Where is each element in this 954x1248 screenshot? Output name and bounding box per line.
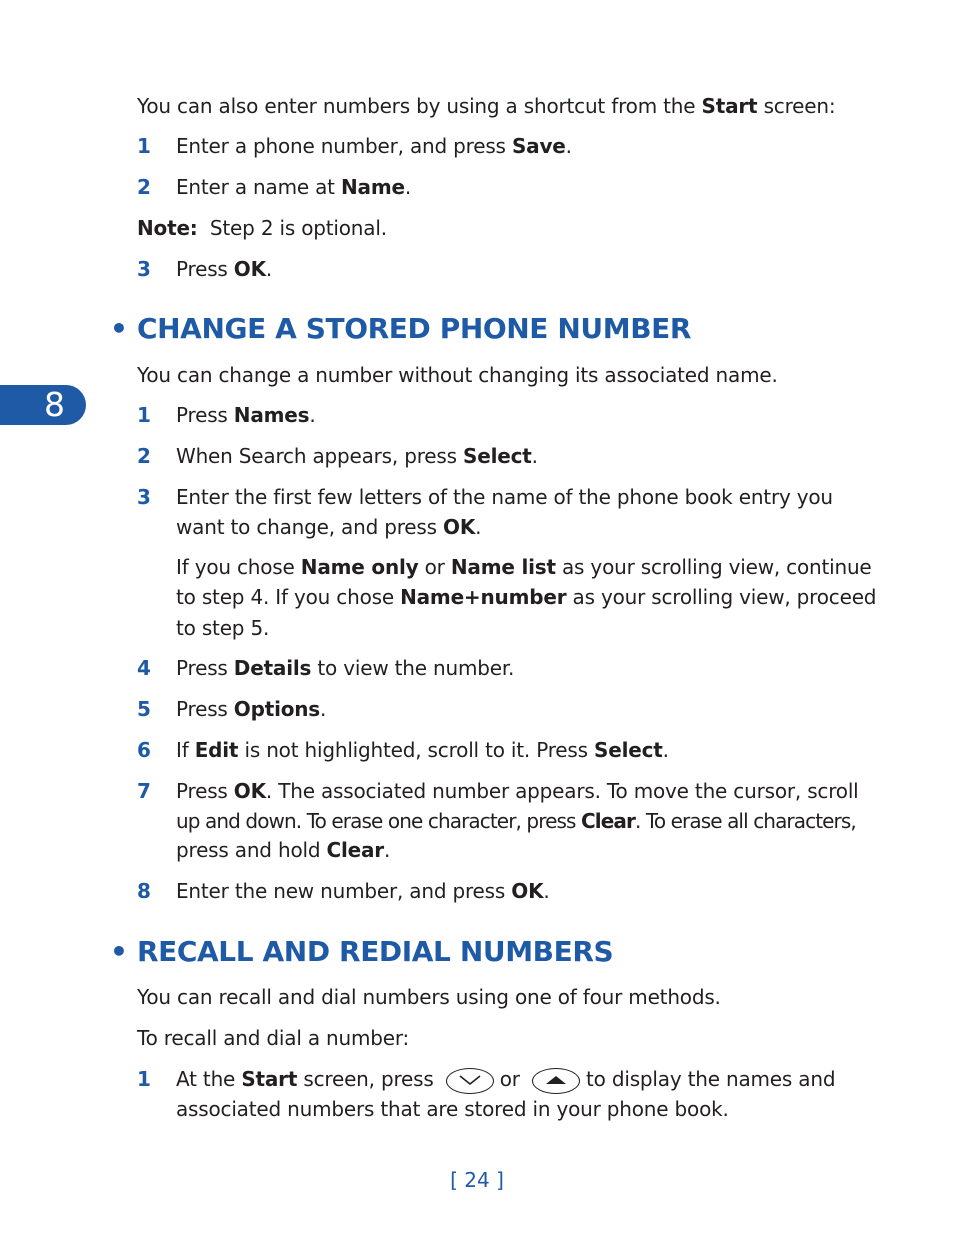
scrolling-view-paragraph-line-3: to step 5. — [176, 616, 270, 640]
section-heading-recall-redial: • RECALL AND REDIAL NUMBERS — [110, 935, 614, 968]
change-step-7-line-2: up and down. To erase one character, press Clear. To erase all characters, — [176, 809, 856, 833]
note: Note: Step 2 is optional. — [137, 216, 387, 240]
chapter-tab — [0, 385, 86, 425]
section1-intro: You can change a number without changing its associated name. — [137, 363, 778, 387]
intro-paragraph: You can also enter numbers by using a shortcut from the Start screen: — [137, 94, 836, 118]
manual-page: 8 You can also enter numbers by using a shortcut from the Start screen: 1 Enter a phone number, and press Save. 2 Enter a name at Name. Note: Step 2 is optional. 3 Press OK. • CHANGE A STORED PHONE NUMBER You can change a number without changing its associated name. 1 Press Names. 2 When Search appears, press Select. 3 Enter the first few letters of the name of the phone book entry you want to change, and press OK. If you chose Name only or Name list as your scrolling view, continue to step 4. If you chose Name+number as your scrolling view, proceed to step 5. 4 Press Details to view the number. 5 Press Options. 6 If Edit is not highlighted, scroll to it. Press Select. 7 Press OK. The associated number appears. To move the cursor, scroll up and down. To erase one character, press Clear. To erase all characters, press and hold Clear. 8 Enter the new number, and press OK. • RECALL AND REDIAL NUMBERS You can recall and dial numbers using one of four methods. To recall and dial a number: 1 At the Start screen, press or to display the names and associated numbers that are stored in your phone book. [ 24 ] — [0, 0, 954, 1248]
recall-step-1-line-2: associated numbers that are stored in your phone book. — [176, 1097, 729, 1121]
scroll-down-key-icon — [446, 1068, 494, 1094]
scroll-up-key-icon — [532, 1068, 580, 1094]
page-number: [ 24 ] — [450, 1168, 504, 1192]
section2-intro: You can recall and dial numbers using one of four methods. — [137, 985, 721, 1009]
change-step-7-line-3: press and hold Clear. — [176, 838, 391, 862]
chapter-number: 8 — [44, 385, 65, 424]
scrolling-view-paragraph-line-2: to step 4. If you chose Name+number as your scrolling view, proceed — [176, 585, 877, 609]
section2-lead: To recall and dial a number: — [137, 1026, 410, 1050]
section-heading-change-number: • CHANGE A STORED PHONE NUMBER — [110, 312, 692, 345]
change-step-3-line-2: want to change, and press OK. — [176, 515, 482, 539]
scrolling-view-paragraph-line-1: If you chose Name only or Name list as your scrolling view, continue — [176, 555, 872, 579]
